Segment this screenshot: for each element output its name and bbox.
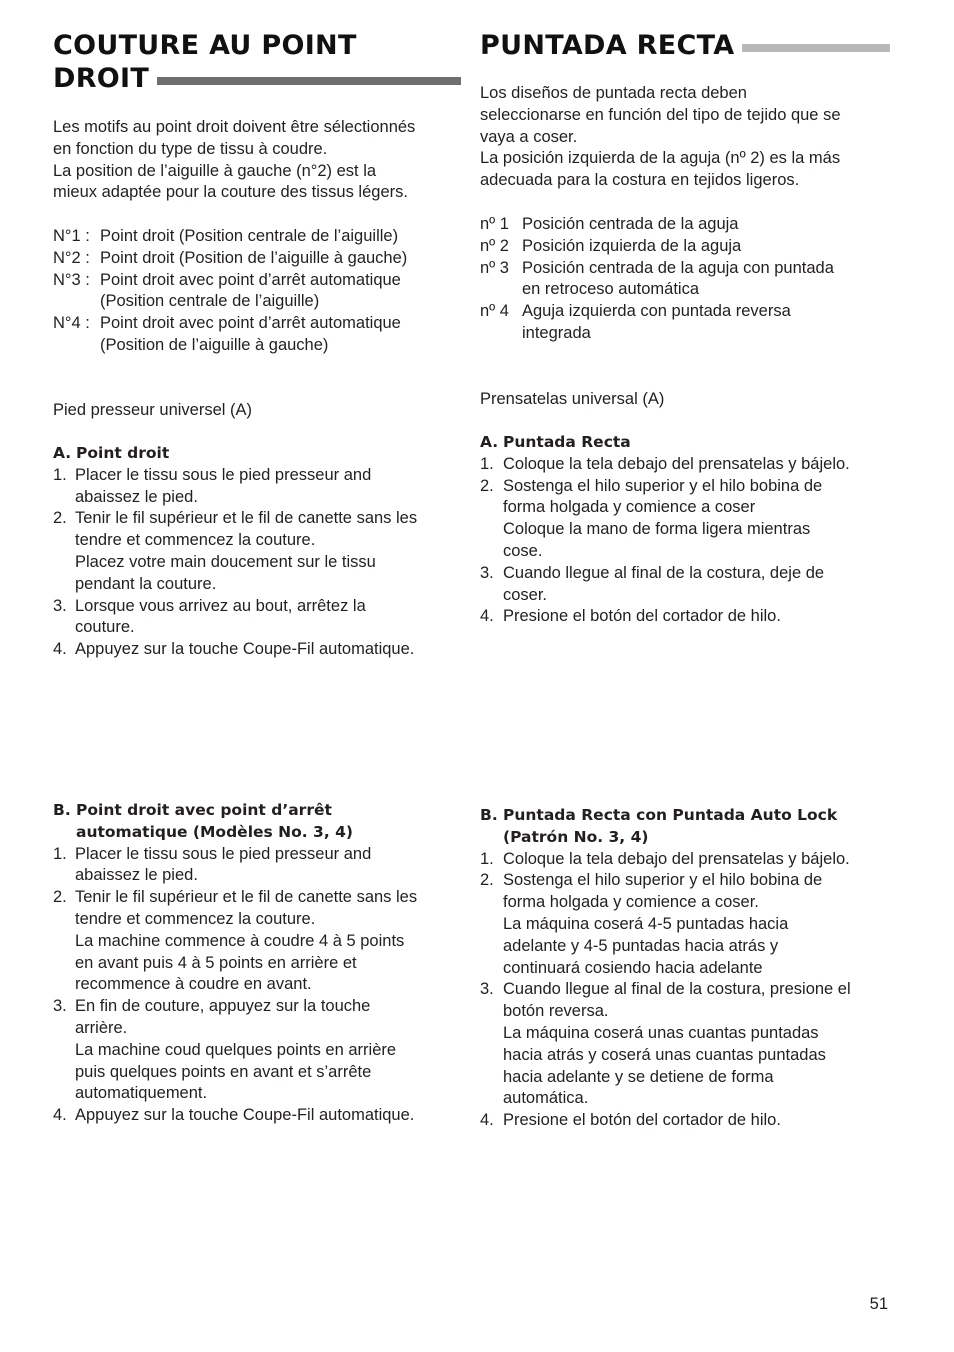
right-section-b-step-item <box>480 870 890 979</box>
right-title <box>480 29 890 62</box>
right-pattern-item <box>480 301 890 345</box>
right-section-a-step-item-line: coser. <box>503 585 548 604</box>
right-intro-line: seleccionarse en función del tipo de tejido que se <box>480 105 841 124</box>
right-foot-text: Prensatelas universal (A) <box>480 390 665 408</box>
right-section-a-step-item-line: cose. <box>503 541 543 560</box>
left-title-rule <box>157 77 461 85</box>
left-pattern-item-number: N°4 : <box>53 314 90 333</box>
right-section-b-step-item-line: Cuando llegue al final de la costura, presione el <box>503 980 851 999</box>
right-pattern-item <box>480 236 890 258</box>
left-section-b-key: B. <box>53 801 71 819</box>
left-section-b-step-item-number: 1. <box>53 844 67 863</box>
right-section-a-step-item-text <box>503 606 890 628</box>
left-section-b-step-item-number: 4. <box>53 1106 67 1125</box>
left-section-a-step-item-line: couture. <box>75 618 135 637</box>
right-pattern-item-text <box>522 214 890 236</box>
right-section-b <box>480 805 890 1132</box>
right-section-a <box>480 432 890 628</box>
left-pattern-item-text <box>100 248 461 270</box>
right-section-a-step-item-line: Coloque la mano de forma ligera mientras <box>503 520 811 539</box>
right-section-a-title: Puntada Recta <box>503 433 631 451</box>
right-section-b-step-item-line: automática. <box>503 1089 589 1108</box>
right-pattern-item-text <box>522 236 890 258</box>
right-section-b-step-item-line: La máquina coserá 4-5 puntadas hacia <box>503 914 789 933</box>
left-section-a-step-item-number: 3. <box>53 596 67 615</box>
left-section-b-step-item-line: puis quelques points en avant et s’arrête <box>75 1062 372 1081</box>
left-pattern-item-line: Point droit avec point d’arrêt automatique <box>100 270 401 289</box>
right-section-b-step-item-line: hacia atrás y coserá unas cuantas puntadas <box>503 1045 826 1064</box>
left-section-a-step-item-line: tendre et commencez la couture. <box>75 531 316 550</box>
left-intro <box>53 117 461 204</box>
right-title-rule <box>742 44 890 52</box>
right-pattern-item-text <box>522 301 890 345</box>
left-section-b-step-item-number: 2. <box>53 888 67 907</box>
right-intro-line: Los diseños de puntada recta deben <box>480 84 747 102</box>
left-section-b-step-item-line: Tenir le fil supérieur et le fil de canette sans les <box>75 888 418 907</box>
left-section-b-step-item <box>53 844 461 888</box>
right-pattern-item-text <box>522 258 890 302</box>
right-title-text: PUNTADA RECTA <box>480 30 735 61</box>
right-section-b-step-item-line: continuará cosiendo hacia adelante <box>503 958 763 977</box>
left-pattern-item-number: N°2 : <box>53 248 90 267</box>
left-section-b-step-item-number: 3. <box>53 997 67 1016</box>
left-pattern-item-line: Point droit (Position de l’aiguille à gauche) <box>100 248 408 267</box>
left-section-a <box>53 443 461 661</box>
left-foot-text: Pied presseur universel (A) <box>53 401 252 419</box>
right-intro-line: vaya a coser. <box>480 127 578 146</box>
left-pattern-item <box>53 313 461 357</box>
right-section-a-step-item-text <box>503 476 890 563</box>
right-section-b-step-item-line: Sostenga el hilo superior y el hilo bobina de <box>503 871 823 890</box>
left-section-a-step-item <box>53 508 461 595</box>
right-section-b-step-item-text <box>503 1110 890 1132</box>
left-section-b-step-item-line: automatiquement. <box>75 1084 208 1103</box>
left-section-b-step-item-line: arrière. <box>75 1018 128 1037</box>
left-section-a-step-item <box>53 639 461 661</box>
right-section-b-step-item <box>480 849 890 871</box>
left-section-b-step-item <box>53 996 461 1105</box>
right-pattern-item-number: nº 2 <box>480 236 509 255</box>
left-section-b-title-1: Point droit avec point d’arrêt <box>76 801 332 819</box>
left-section-b <box>53 800 461 1127</box>
left-pattern-item-line: (Position de l’aiguille à gauche) <box>100 335 329 354</box>
left-section-b-step-item-line: La machine commence à coudre 4 à 5 points <box>75 931 405 950</box>
left-pattern-item-line: Point droit (Position centrale de l’aiguille) <box>100 227 399 245</box>
right-section-a-step-list <box>480 454 890 628</box>
left-section-b-step-item-text <box>75 996 461 1105</box>
right-section-a-step-item-text <box>503 563 890 607</box>
right-column <box>480 29 890 62</box>
left-pattern-item <box>53 248 461 270</box>
left-section-a-step-item <box>53 596 461 640</box>
right-section-a-step-item-line: forma holgada y comience a coser <box>503 498 756 517</box>
right-section-a-step-item-line: Cuando llegue al final de la costura, deje de <box>503 563 825 582</box>
right-section-a-step-item <box>480 563 890 607</box>
left-section-b-step-item-line: tendre et commencez la couture. <box>75 909 316 928</box>
left-pattern-item-text <box>100 226 461 248</box>
left-pattern-item <box>53 270 461 314</box>
left-section-a-step-item-line: Tenir le fil supérieur et le fil de canette sans les <box>75 509 418 528</box>
page-number: 51 <box>869 1295 888 1313</box>
left-section-b-step-item-text <box>75 887 461 996</box>
right-patterns <box>480 214 890 345</box>
right-section-b-title-1: Puntada Recta con Puntada Auto Lock <box>503 806 838 824</box>
right-section-b-step-item-number: 3. <box>480 980 494 999</box>
right-section-b-step-item-text <box>503 870 890 979</box>
right-section-a-step-item-number: 1. <box>480 454 494 473</box>
left-intro-line: La position de l’aiguille à gauche (n°2) est la <box>53 161 377 180</box>
right-section-a-key: A. <box>480 433 499 451</box>
right-section-a-step-item-number: 2. <box>480 476 494 495</box>
left-pattern-item-text <box>100 313 461 357</box>
right-section-b-step-item-line: hacia adelante y se detiene de forma <box>503 1067 774 1086</box>
left-section-a-step-item-line: Lorsque vous arrivez au bout, arrêtez la <box>75 596 366 615</box>
left-pattern-list <box>53 226 461 357</box>
right-section-b-step-item <box>480 1110 890 1132</box>
left-section-a-step-item-line: Placer le tissu sous le pied presseur and <box>75 465 372 484</box>
left-section-a-heading <box>53 443 461 465</box>
left-section-b-step-item <box>53 887 461 996</box>
right-pattern-item-line: en retroceso automática <box>522 280 700 299</box>
right-section-a-step-item-number: 3. <box>480 563 494 582</box>
right-section-b-step-list <box>480 849 890 1132</box>
left-section-b-step-item-line: Appuyez sur la touche Coupe-Fil automatique. <box>75 1106 415 1125</box>
left-title-line2: DROIT <box>53 63 150 94</box>
left-section-a-step-list <box>53 465 461 661</box>
right-pattern-item <box>480 214 890 236</box>
left-section-a-key: A. <box>53 444 72 462</box>
left-intro-line: en fonction du type de tissu à coudre. <box>53 139 328 158</box>
right-pattern-item-line: Posición izquierda de la aguja <box>522 236 742 255</box>
right-section-a-step-item <box>480 476 890 563</box>
right-intro <box>480 83 890 192</box>
right-section-b-step-item <box>480 979 890 1110</box>
right-section-b-step-item-number: 4. <box>480 1111 494 1130</box>
left-section-b-step-item-line: recommence à coudre en avant. <box>75 975 312 994</box>
left-section-b-step-item-text <box>75 1105 461 1127</box>
right-section-b-step-item-line: forma holgada y comience a coser. <box>503 893 759 912</box>
right-section-b-step-item-line: Presione el botón del cortador de hilo. <box>503 1111 781 1130</box>
left-section-a-step-item-number: 1. <box>53 465 67 484</box>
right-section-a-step-item <box>480 606 890 628</box>
left-section-b-step-item-line: La machine coud quelques points en arrière <box>75 1040 397 1059</box>
left-section-b-step-item <box>53 1105 461 1127</box>
right-section-b-step-item-line: La máquina coserá unas cuantas puntadas <box>503 1023 819 1042</box>
right-section-b-key: B. <box>480 806 498 824</box>
left-section-a-title: Point droit <box>76 444 170 462</box>
left-section-a-step-item-number: 2. <box>53 509 67 528</box>
left-section-a-step-item-text <box>75 465 461 509</box>
left-section-b-title-2: automatique (Modèles No. 3, 4) <box>76 822 353 841</box>
left-pattern-item-number: N°1 : <box>53 227 90 245</box>
left-column <box>53 29 461 95</box>
right-section-b-step-item-number: 1. <box>480 849 494 868</box>
right-section-b-title-2: (Patrón No. 3, 4) <box>503 827 649 846</box>
right-section-b-step-item-number: 2. <box>480 871 494 890</box>
right-section-a-step-item <box>480 454 890 476</box>
right-section-a-step-item-number: 4. <box>480 607 494 626</box>
right-pattern-item-number: nº 4 <box>480 302 509 321</box>
right-section-b-step-item-line: adelante y 4-5 puntadas hacia atrás y <box>503 936 779 955</box>
right-pattern-item-line: Posición centrada de la aguja <box>522 215 739 233</box>
left-section-a-step-item-line: abaissez le pied. <box>75 487 198 506</box>
right-section-b-step-item-line: botón reversa. <box>503 1002 609 1021</box>
right-section-a-step-item-line: Coloque la tela debajo del prensatelas y bájelo. <box>503 454 850 473</box>
left-section-a-step-item-text <box>75 508 461 595</box>
left-section-a-step-item-text <box>75 639 461 661</box>
right-section-a-step-item-line: Presione el botón del cortador de hilo. <box>503 607 781 626</box>
left-section-a-step-item-text <box>75 596 461 640</box>
right-pattern-item-number: nº 1 <box>480 215 509 233</box>
left-patterns <box>53 226 461 357</box>
left-section-a-step-item-number: 4. <box>53 640 67 659</box>
left-section-b-step-item-text <box>75 844 461 888</box>
left-section-b-step-item-line: Placer le tissu sous le pied presseur and <box>75 844 372 863</box>
left-section-a-step-item-line: Placez votre main doucement sur le tissu <box>75 552 376 571</box>
right-pattern-list <box>480 214 890 345</box>
left-title <box>53 29 461 95</box>
right-section-b-step-item-text <box>503 849 890 871</box>
right-section-a-heading <box>480 432 890 454</box>
right-section-b-step-item-line: Coloque la tela debajo del prensatelas y bájelo. <box>503 849 850 868</box>
left-title-line1: COUTURE AU POINT <box>53 30 357 61</box>
right-pattern-item-number: nº 3 <box>480 258 509 277</box>
right-pattern-item-line: Aguja izquierda con puntada reversa <box>522 302 791 321</box>
left-section-a-step-item-line: Appuyez sur la touche Coupe-Fil automatique. <box>75 640 415 659</box>
left-pattern-item-line: Point droit avec point d’arrêt automatique <box>100 314 401 333</box>
left-intro-line: mieux adaptée pour la couture des tissus légers. <box>53 183 408 202</box>
left-pattern-item <box>53 226 461 248</box>
left-section-a-step-item <box>53 465 461 509</box>
right-section-a-step-item-text <box>503 454 890 476</box>
right-pattern-item-line: Posición centrada de la aguja con puntada <box>522 258 834 277</box>
left-foot <box>53 400 461 422</box>
right-pattern-item-line: integrada <box>522 323 591 342</box>
right-section-b-heading <box>480 805 890 849</box>
left-section-b-step-item-line: abaissez le pied. <box>75 866 198 885</box>
left-section-a-step-item-line: pendant la couture. <box>75 574 217 593</box>
right-pattern-item <box>480 258 890 302</box>
left-section-b-step-list <box>53 844 461 1127</box>
left-pattern-item-number: N°3 : <box>53 270 90 289</box>
right-foot <box>480 389 890 411</box>
right-section-b-step-item-text <box>503 979 890 1110</box>
left-section-b-heading <box>53 800 461 844</box>
left-intro-line: Les motifs au point droit doivent être sélectionnés <box>53 118 416 136</box>
left-pattern-item-text <box>100 270 461 314</box>
left-pattern-item-line: (Position centrale de l’aiguille) <box>100 292 320 311</box>
right-intro-line: La posición izquierda de la aguja (nº 2) es la más <box>480 149 841 168</box>
left-section-b-step-item-line: En fin de couture, appuyez sur la touche <box>75 997 371 1016</box>
right-section-a-step-item-line: Sostenga el hilo superior y el hilo bobina de <box>503 476 823 495</box>
left-section-b-step-item-line: en avant puis 4 à 5 points en arrière et <box>75 953 357 972</box>
right-intro-line: adecuada para la costura en tejidos ligeros. <box>480 171 800 190</box>
